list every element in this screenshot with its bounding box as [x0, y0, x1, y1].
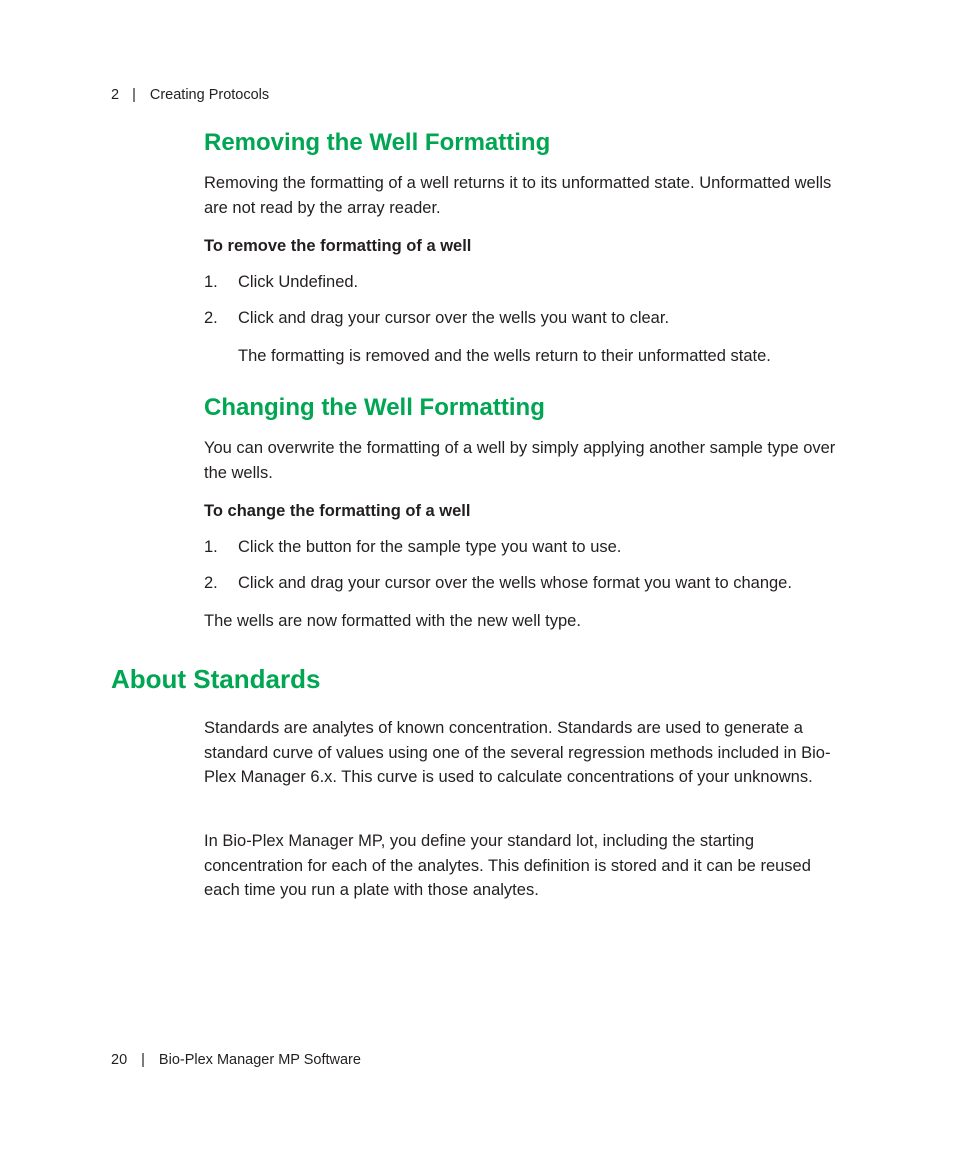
- running-footer: [111, 1052, 361, 1068]
- section-heading-standards: About Standards: [111, 664, 321, 694]
- step-text: Click Undefined.: [238, 273, 359, 291]
- section-heading-removing: Removing the Well Formatting: [204, 129, 551, 156]
- step-text: Click and drag your cursor over the wells you want to clear.: [238, 309, 670, 327]
- removing-step-1: [204, 273, 358, 292]
- changing-result: The wells are now formatted with the new well type.: [204, 612, 581, 630]
- changing-step-2: [204, 574, 792, 593]
- standards-paragraph-2: In Bio-Plex Manager MP, you define your standard lot, including the starting concentration for each of the analytes. This definition is stored and it can be reused each time you run a plate with those analytes.: [204, 832, 811, 899]
- standards-paragraph-1: Standards are analytes of known concentration. Standards are used to generate a standard curve of values using one of the several regression methods included in Bio-Plex Manager 6.x. This curve is used to calculate concentrations of your unknowns.: [204, 719, 831, 786]
- header-page-number: 2: [111, 87, 120, 103]
- footer-book-title: Bio-Plex Manager MP Software: [158, 1052, 361, 1068]
- changing-procedure-title: To change the formatting of a well: [204, 502, 471, 520]
- step-number: 1.: [204, 538, 218, 556]
- removing-step-2: [204, 309, 669, 328]
- step-number: 1.: [204, 273, 218, 291]
- removing-result: The formatting is removed and the wells return to their unformatted state.: [238, 347, 771, 365]
- changing-intro-paragraph: You can overwrite the formatting of a well by simply applying another sample type over the wells.: [204, 439, 836, 482]
- running-header: [111, 87, 269, 103]
- footer-separator: |: [141, 1052, 145, 1068]
- section-heading-changing: Changing the Well Formatting: [204, 394, 545, 421]
- removing-procedure-title: To remove the formatting of a well: [204, 237, 472, 255]
- footer-page-number: 20: [111, 1052, 128, 1068]
- step-text: Click and drag your cursor over the wells whose format you want to change.: [238, 574, 792, 592]
- header-chapter-title: Creating Protocols: [149, 87, 270, 103]
- step-number: 2.: [204, 309, 218, 327]
- step-text: Click the button for the sample type you want to use.: [238, 538, 622, 556]
- changing-step-1: [204, 538, 621, 557]
- header-separator: |: [132, 87, 136, 103]
- removing-intro-paragraph: Removing the formatting of a well returns it to its unformatted state. Unformatted wells are not read by the array reader.: [204, 174, 832, 217]
- step-number: 2.: [204, 574, 218, 592]
